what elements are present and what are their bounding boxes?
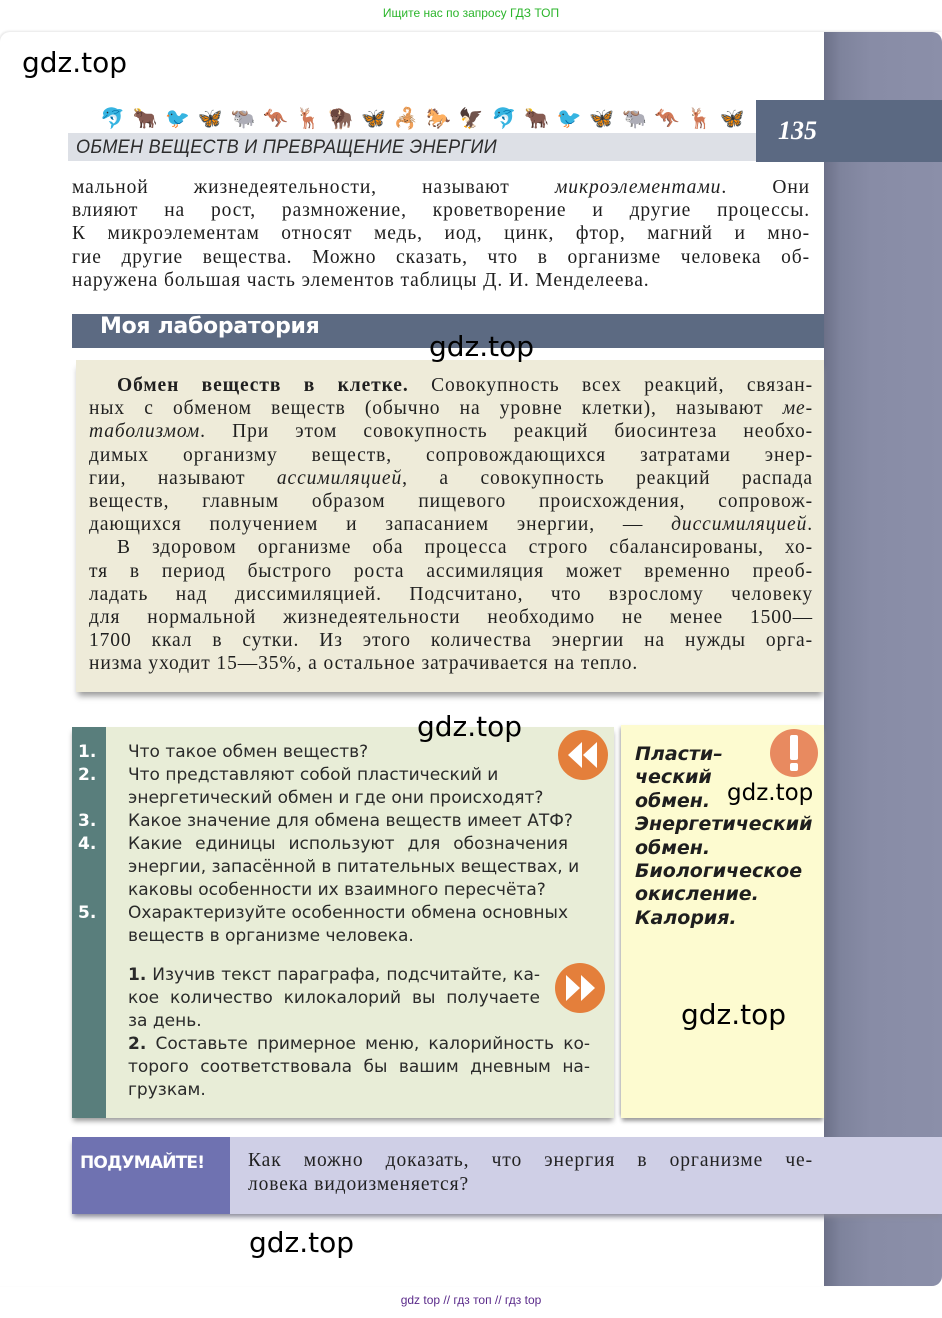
moth-icon: 🦋 [589,108,615,130]
text-line: димых организму веществ, сопровождающихся затратами энер- [89,444,813,466]
dolphin-icon: 🐬 [100,108,125,130]
text-line: таболизмом. При этом совокупность реакций биосинтеза необхо- [89,421,813,443]
butterfly-icon: 🦋 [361,108,386,130]
text-line: тя в период быстрого роста ассимиляция может временно преоб- [89,560,813,582]
text-line: ловека видоизменяется? [248,1173,470,1195]
page-edge [824,32,942,1286]
task-1: 1. Изучив текст параграфа, подсчитайте, ка- [128,965,540,985]
text-line: 1700 ккал в сутки. Из этого количества энергии на нужды орга- [89,630,813,652]
text-line: влияют на рост, размножение, кроветворение и другие процессы. [72,200,810,222]
question-4-cont: энергии, запасённой в питательных веществах, и [128,857,580,877]
watermark: gdz.top [681,998,787,1031]
lab-subheading: Обмен веществ в клетке. [117,375,409,396]
question-number: 1. [78,742,97,762]
text-line: Обмен веществ в клетке. Совокупность всех реакций, связан- [117,375,813,396]
text-line: ных с обменом веществ (обычно на уровне клетки), называют ме- [89,398,813,420]
kangaroo-icon: 🦘 [263,108,289,130]
text-line: низма уходит 15—35%, а остальное затрачивается на тепло. [89,653,639,675]
animal-silhouette-strip [100,102,745,130]
task-2-cont: грузкам. [128,1080,206,1100]
watermark: gdz.top [429,330,535,363]
question-3: Какое значение для обмена веществ имеет АТФ? [128,811,573,831]
text-line: Как можно доказать, что энергия в организме че- [248,1150,813,1171]
lab-section-box [76,360,824,692]
swallow-icon: 🦅 [458,108,484,130]
term-line: Биологическое [635,860,803,883]
text-line: К микроэлементам относят медь, иод, цинк, фтор, магний и мно- [72,223,810,245]
ox-icon: 🐂 [132,108,158,130]
term-dissimilation: диссимиляцией [671,514,808,536]
text-line: гие другие вещества. Можно сказать, что в организме человека об- [72,246,810,268]
task-2-cont: торого соответствовала бы вашим дневным на- [128,1057,590,1077]
fast-forward-button[interactable] [555,963,605,1013]
horse-icon: 🐎 [426,108,452,130]
rewind-icon [566,740,600,770]
text-line: ладать над диссимиляцией. Подсчитано, что взрослому человеку [89,583,813,605]
text-line: мальной жизнедеятельности, называют микроэлементами. Они [72,177,810,198]
think-label-box [72,1137,230,1214]
question-5-cont: веществ в организме человека. [128,926,414,946]
text-line: для нормальной жизнедеятельности необходимо не менее 1500— [89,607,813,629]
bull-icon: 🐃 [622,108,647,130]
bottom-banner[interactable]: gdz top // гдз топ // гдз top [400,1293,542,1307]
bird-icon: 🐦 [556,108,582,130]
fast-forward-icon [563,973,597,1003]
task-list-2 [128,1033,590,1102]
scorpion-icon: 🦂 [393,108,419,130]
bison-icon: 🦬 [328,108,354,130]
bird-icon: 🐦 [165,108,191,130]
antelope-icon: 🦌 [687,108,713,130]
think-question [248,1149,813,1196]
term-line: Пласти– [635,743,723,765]
term-line: обмен. [635,789,711,812]
moth-icon: 🦋 [197,108,223,130]
dolphin-icon: 🐬 [491,108,517,130]
text-line: наружена большая часть элементов таблицы Д. И. Менделеева. [72,269,650,291]
question-number: 4. [78,834,97,854]
chapter-title: ОБМЕН ВЕЩЕСТВ И ПРЕВРАЩЕНИЕ ЭНЕРГИИ [76,137,497,158]
rewind-button[interactable] [558,730,608,780]
task-list [128,964,540,1033]
watermark: gdz.top [417,710,523,743]
question-4-cont: каковы особенности их взаимного пересчёта? [128,880,546,900]
term-line: Энергетический [635,813,813,836]
task-2: 2. Составьте примерное меню, калорийность ко- [128,1034,590,1054]
question-2-cont: энергетический обмен и где они происходят? [128,788,544,808]
term-line: Калория. [635,906,737,929]
watermark: gdz.top [22,46,128,79]
review-questions-box [72,727,614,1118]
antelope-icon: 🦌 [295,108,321,130]
term-microelements: микроэлементами [554,177,722,198]
question-2: Что представляют собой пластический и [128,765,499,785]
watermark: gdz.top [249,1226,355,1259]
watermark: gdz.top [727,780,814,806]
question-list [128,741,580,948]
text-line: веществ, главным образом пищевого происхождения, сопровож- [89,491,813,513]
text-line: В здоровом организме оба процесса строго сбалансированы, хо- [117,537,813,559]
term-line: окисление. [635,883,759,906]
question-number-strip [72,727,106,1118]
term-line: ческий [635,766,712,789]
task-1-cont: кое количество килокалорий вы получаете [128,988,540,1008]
body-paragraph [72,176,810,292]
key-terms-list [635,743,812,930]
term-line: обмен. [635,836,711,859]
question-4: Какие единицы используют для обозначения [128,834,568,854]
term-metabolism: таболизмом [89,421,201,443]
term-assimilation: ассимиляцией [276,467,403,489]
task-1-cont: за день. [128,1011,202,1031]
question-number: 2. [78,765,97,785]
think-box [72,1137,942,1214]
butterfly-icon: 🦋 [719,108,745,130]
think-label: ПОДУМАЙТЕ! [80,1153,205,1173]
chapter-header-bar [68,133,758,161]
question-5: Охарактеризуйте особенности обмена основных [128,903,568,923]
top-banner: Ищите нас по запросу ГДЗ ТОП [382,6,560,20]
lab-section-title: Моя лаборатория [100,314,320,339]
text-line: дающихся получением и запасанием энергии, — диссимиляцией. [89,514,813,536]
page-number: 135 [778,116,817,145]
ox-icon: 🐂 [524,108,550,130]
question-number: 3. [78,811,97,831]
question-number: 5. [78,903,97,923]
lab-text [89,374,813,676]
kangaroo-icon: 🦘 [654,108,680,130]
text-line: гии, называют ассимиляцией, а совокупность реакций распада [89,467,813,489]
page-number-box [756,100,942,162]
question-1: Что такое обмен веществ? [128,742,369,762]
bull-icon: 🐃 [230,108,256,130]
